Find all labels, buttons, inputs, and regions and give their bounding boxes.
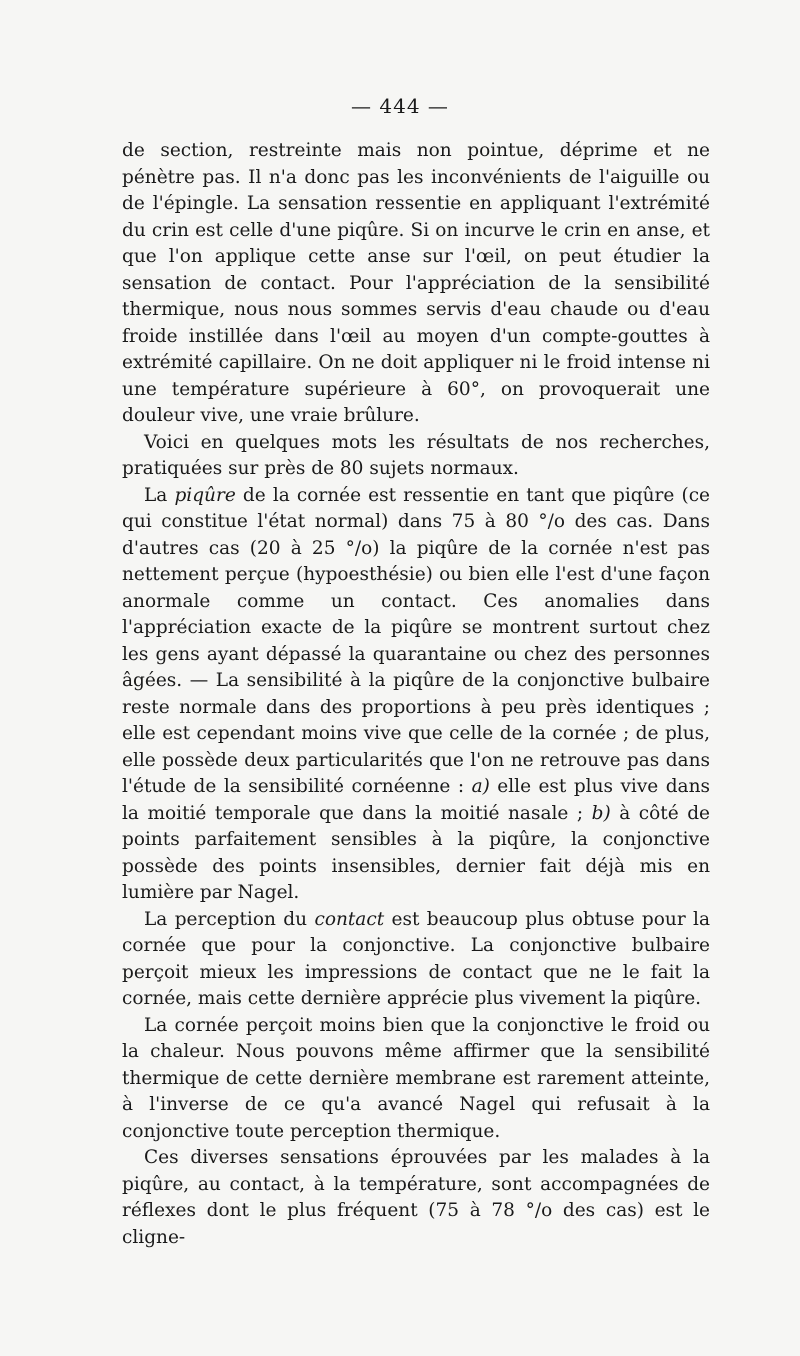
- paragraph: [122, 1013, 710, 1146]
- text-run: Voici en quelques mots les résultats de nos recherches, pratiquées sur près de 80 sujets normaux.: [122, 431, 710, 479]
- text-run: La cornée perçoit moins bien que la conjonctive le froid ou la chaleur. Nous pouvons même affirmer que la sensibilité thermique de cette dernière membrane est rarement atteinte, à l'inverse de ce qu'a avancé Nagel qui refusait à la conjonctive toute perception thermique.: [122, 1014, 710, 1142]
- text-run: de la cornée est ressentie en tant que piqûre (ce qui constitue l'état normal) dans 75 à 80 °/o des cas. Dans d'autres cas (20 à 25 °/o) la piqûre de la cornée n'est pas nettement perçue (hypoesthésie) ou bien elle l'est d'une façon anormale comme un contact. Ces anomalies dans l'appréciation exacte de la piqûre se montrent surtout chez les gens ayant dépassé la quarantaine ou chez des personnes âgées. — La sensibilité à la piqûre de la conjonctive bulbaire reste normale dans des proportions à peu près identiques ; elle est cependant moins vive que celle de la cornée ; de plus, elle possède deux particularités que l'on ne retrouve pas dans l'étude de la sensibilité cornéenne :: [122, 484, 710, 797]
- paragraph: [122, 138, 710, 430]
- body-text: [122, 138, 710, 1251]
- italic-term: b): [591, 802, 611, 824]
- italic-term: contact: [314, 908, 385, 930]
- text-run: est beaucoup plus obtuse pour la cornée que pour la conjonctive. La conjonctive bulbaire perçoit mieux les impressions de contact que ne le fait la cornée, mais cette dernière apprécie plus vivement la piqûre.: [122, 908, 711, 1009]
- text-run: La perception du: [144, 908, 315, 930]
- italic-term: a): [471, 776, 490, 797]
- text-run: à côté de points parfaitement sensibles à la piqûre, la conjonctive possède des points insensibles, dernier fait déjà mis en lumière par Nagel.: [122, 802, 711, 903]
- paragraph: [122, 430, 710, 483]
- paragraph: [122, 1145, 710, 1251]
- text-run: de section, restreinte mais non pointue, déprime et ne pénètre pas. Il n'a donc pas les inconvénients de l'aiguille ou de l'épingle. La sensation ressentie en appliquant l'extrémité du crin est celle d'une piqûre. Si on incurve le crin en anse, et que l'on applique cette anse sur l'œil, on peut étudier la sensation de contact. Pour l'appréciation de la sensibilité thermique, nous nous sommes servis d'eau chaude ou d'eau froide instillée dans l'œil au moyen d'un compte-gouttes à extrémité capillaire. On ne doit appliquer ni le froid intense ni une température supérieure à 60°, on provoquerait une douleur vive, une vraie brûlure.: [122, 140, 710, 426]
- text-run: elle est plus vive dans la moitié temporale que dans la moitié nasale ;: [122, 776, 710, 824]
- text-run: La: [144, 484, 175, 506]
- page-number: — 444 —: [351, 94, 449, 118]
- paragraph: [122, 907, 710, 1013]
- text-run: Ces diverses sensations éprouvées par les malades à la piqûre, au contact, à la température, sont accompagnées de réflexes dont le plus fréquent (75 à 78 °/o des cas) est le cligne-: [122, 1147, 710, 1248]
- italic-term: piqûre: [174, 484, 236, 506]
- paragraph: [122, 483, 710, 907]
